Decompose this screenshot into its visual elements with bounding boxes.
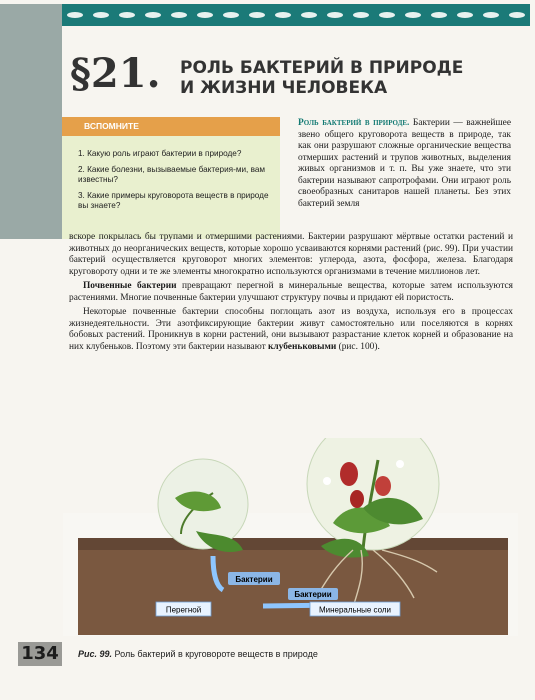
chapter-title-line-1: РОЛЬ БАКТЕРИЙ В ПРИРОДЕ: [180, 58, 464, 78]
animal-icon: [119, 12, 135, 18]
term-bold: клубеньковыми: [268, 341, 337, 352]
paragraph-body: Бактерии — важнейшее звено общего круговорота веществ в природе, так как они разрушают сложные органические вещества отмерших растений и трупов животных, выделения живых организмов и т. п. Вы уже знаете, что эти бактерии называют сапротрофами. Они играют роль своеобразных санитаров нашей планеты. Без этих бактерий земля: [298, 118, 511, 209]
animal-icon: [171, 12, 187, 18]
chapter-title: [180, 58, 510, 98]
animal-icon: [379, 12, 395, 18]
left-color-band: [0, 4, 62, 239]
chapter-title-line-2: И ЖИЗНИ ЧЕЛОВЕКА: [180, 78, 388, 98]
animal-icon: [509, 12, 525, 18]
figure-99-illustration: [63, 438, 518, 636]
paragraph: Некоторые почвенные бактерии способны поглощать азот из воздуха, используя его в процессах жизнедеятельности. Эти азотфиксирующие бактерии живут самостоятельно или поселяются в корнях бобовых растений. Проникнув в корни растений, они вызывают разрастание клеток корней и образование на них клубеньков. Поэтому эти бактерии называют клубеньковыми (рис. 100).: [69, 307, 513, 352]
animal-icon: [275, 12, 291, 18]
paragraph: вскоре покрылась бы трупами и отмершими растениями. Бактерии разрушают мёртвые остатки растений и животных до неорганических веществ, которые хорошо усваиваются корнями растений (рис. 99). При участии бактерий осуществляется круговорот многих элементов: углерода, азота, фосфора, железа. Благодаря круговороту одни и те же элементы многократно используются организмами в течение миллионов лет.: [69, 232, 513, 277]
animal-icon: [67, 12, 83, 18]
figure-label: Минеральные соли: [318, 605, 392, 615]
strawberry-icon: [375, 476, 391, 496]
section-number: §21.: [70, 50, 161, 97]
remember-question: 3. Какие примеры круговорота веществ в природе вы знаете?: [78, 191, 269, 210]
caption-text: Роль бактерий в круговороте веществ в природе: [112, 649, 318, 659]
soil-layer: [78, 538, 508, 635]
animal-icon: [483, 12, 499, 18]
animal-icon: [93, 12, 109, 18]
paragraph-lead: Роль бактерий в природе.: [298, 118, 410, 128]
animal-icon: [327, 12, 343, 18]
term-bold: Почвенные бактерии: [83, 281, 177, 291]
caption-figure-number: Рис. 99.: [78, 649, 113, 659]
animal-silhouette-band: [62, 4, 530, 26]
main-text: [69, 232, 513, 356]
figure-caption: [78, 649, 318, 659]
page-number: 134: [18, 642, 62, 666]
remember-questions: [78, 149, 272, 217]
figure-label: Бактерии: [235, 574, 273, 584]
figure-label: Бактерии: [294, 590, 332, 599]
paragraph: Почвенные бактерии превращают перегной в минеральные вещества, которые затем используются растениями. Многие почвенные бактерии улучшают структуру почвы и придают ей пористость.: [69, 281, 513, 303]
strawberry-icon: [350, 490, 364, 508]
animal-icon: [431, 12, 447, 18]
animal-icon: [301, 12, 317, 18]
animal-icon: [353, 12, 369, 18]
animal-icon: [405, 12, 421, 18]
animal-icon: [223, 12, 239, 18]
remember-question: 1. Какую роль играют бактерии в природе?: [78, 149, 242, 158]
intro-paragraph: [298, 118, 511, 210]
strawberry-icon: [340, 462, 358, 486]
figure-label: Перегной: [165, 605, 202, 615]
remember-question: 2. Какие болезни, вызываемые бактерия-ми, вам известны?: [78, 165, 266, 184]
animal-icon: [457, 12, 473, 18]
animal-icon: [197, 12, 213, 18]
remember-heading: ВСПОМНИТЕ: [62, 117, 280, 136]
animal-icon: [249, 12, 265, 18]
animal-icon: [145, 12, 161, 18]
